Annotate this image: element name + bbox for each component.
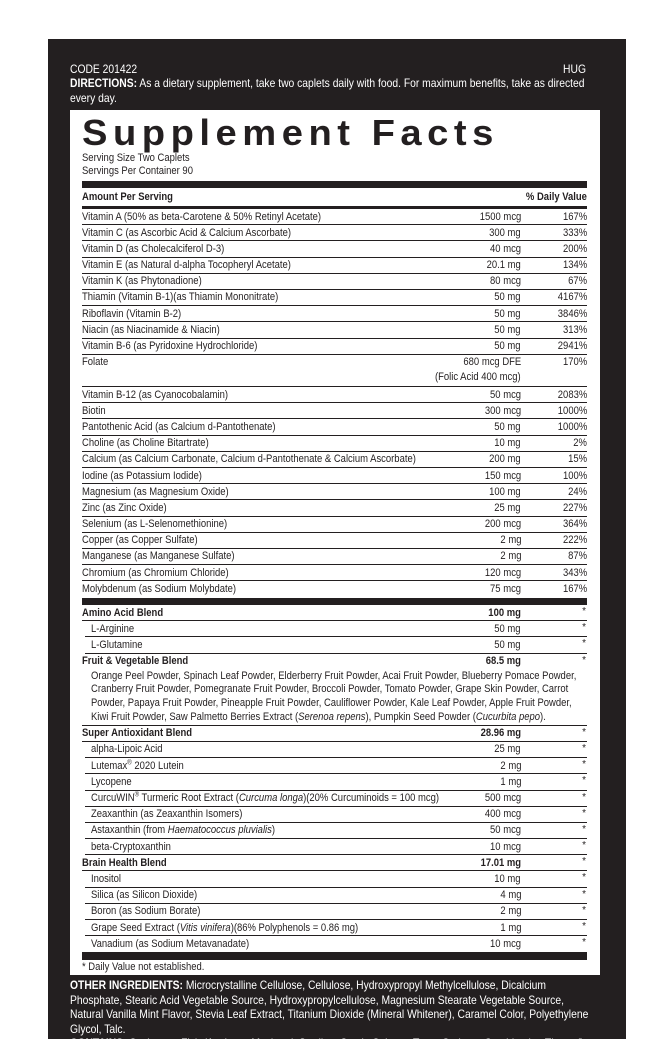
blend-item-name: Zeaxanthin (as Zeaxanthin Isomers) [91, 808, 243, 821]
nutrient-amount: 75 mcg [489, 582, 521, 595]
nutrient-amount: 680 mcg DFE [463, 356, 521, 369]
nutrient-amount: 25 mg [494, 501, 521, 514]
nutrient-name: Vitamin B-6 (as Pyridoxine Hydrochloride) [82, 340, 258, 352]
nutrient-row [82, 517, 587, 533]
nutrient-name: Pantothenic Acid (as Calcium d-Pantothenate) [82, 420, 276, 433]
nutrient-name: Manganese (as Manganese Sulfate) [82, 550, 235, 563]
blend-item-row [85, 823, 587, 839]
servings-per-container: Servings Per Container 90 [82, 165, 193, 177]
blend-item-amount: 2 mg [499, 759, 521, 772]
blend-item-dv: * [582, 840, 586, 852]
blend-dv: * [582, 856, 586, 868]
item-name-text: Grape Seed Extract ( [91, 921, 180, 934]
fruit-vegetable-ingredients [82, 670, 587, 726]
nutrient-amount: 40 mcg [489, 242, 521, 255]
blend-item-row [85, 621, 587, 637]
blend-row-super-antioxidant [82, 726, 587, 742]
nutrient-dv: 3846% [557, 307, 587, 320]
nutrient-dv: 2% [573, 437, 587, 450]
divider-thick [82, 598, 587, 605]
latin-name: Vitis vinifera [179, 921, 231, 934]
nutrient-dv: 333% [562, 226, 587, 239]
directions-text: As a dietary supplement, take two caplets daily with food. For maximum benefits, take as directed every day. [70, 76, 585, 105]
directions [70, 76, 586, 105]
contains-label: CONTAINS: [70, 1036, 127, 1050]
nutrient-row [82, 225, 587, 241]
nutrient-row [82, 403, 587, 419]
blend-item-row [85, 936, 587, 952]
nutrient-name: Iodine (as Potassium Iodide) [82, 469, 202, 482]
nutrient-dv: 100% [562, 469, 587, 482]
nutrient-name: Vitamin C (as Ascorbic Acid & Calcium Ascorbate) [82, 226, 292, 239]
nutrient-name: Copper (as Copper Sulfate) [82, 534, 198, 547]
blend-item-row [85, 904, 587, 920]
nutrient-amount: 2 mg [499, 550, 521, 563]
blend-item-name [91, 921, 358, 936]
nutrient-dv: 343% [562, 566, 587, 579]
blend-item-dv: * [582, 888, 586, 900]
blend-item-dv: * [582, 759, 586, 771]
nutrient-dv: 2941% [557, 340, 587, 352]
blend-item-name: Silica (as Silicon Dioxide) [91, 889, 198, 902]
item-name-text: )(20% Curcuminoids = 100 mcg) [303, 792, 440, 804]
blend-item-row [85, 871, 587, 887]
nutrient-dv: 24% [568, 485, 587, 498]
blend-item-amount: 400 mcg [484, 808, 521, 821]
nutrient-dv: 134% [562, 259, 587, 272]
blend-item-dv: * [582, 937, 586, 949]
nutrient-name: Niacin (as Niacinamide & Niacin) [82, 323, 220, 336]
divider-thick [82, 952, 587, 960]
blend-item-dv: * [582, 775, 586, 787]
blend-item-name: L-Arginine [91, 622, 135, 635]
directions-label: DIRECTIONS: [70, 76, 138, 90]
nutrient-amount: 50 mcg [489, 388, 521, 401]
blend-item-amount: 10 mg [494, 872, 521, 885]
blend-item-amount: 4 mg [499, 889, 521, 902]
blend-item-name: alpha-Lipoic Acid [91, 743, 163, 756]
blend-name: Brain Health Blend [82, 856, 167, 869]
blend-name: Fruit & Vegetable Blend [82, 655, 189, 668]
nutrient-row [82, 387, 587, 403]
nutrient-name: Chromium (as Chromium Chloride) [82, 566, 229, 579]
supplement-facts-panel [70, 110, 600, 975]
blend-item-row [85, 742, 587, 758]
blend-name: Super Antioxidant Blend [82, 727, 193, 740]
blend-item-dv: * [582, 872, 586, 884]
description-text: ). [540, 710, 546, 723]
nutrient-amount: 50 mg [494, 291, 521, 304]
nutrient-row [82, 258, 587, 274]
nutrient-amount: 10 mg [494, 437, 521, 450]
nutrient-amount: 100 mg [489, 485, 521, 498]
blend-dv: * [582, 726, 586, 738]
nutrient-amount: 300 mg [489, 226, 521, 239]
nutrient-row [82, 468, 587, 484]
nutrient-name: Molybdenum (as Sodium Molybdate) [82, 582, 237, 595]
blend-row-amino-acid [82, 605, 587, 621]
nutrient-row [82, 484, 587, 500]
nutrient-amount: 1500 mcg [479, 210, 521, 223]
blend-item-name: Inositol [91, 872, 121, 885]
proprietary-blends [82, 605, 587, 952]
blend-amount: 68.5 mg [485, 655, 521, 668]
nutrient-name: Vitamin B-12 (as Cyanocobalamin) [82, 388, 228, 401]
blend-item-amount: 10 mcg [489, 937, 521, 950]
nutrient-amount: 50 mg [494, 323, 521, 336]
nutrient-name: Vitamin D (as Cholecalciferol D-3) [82, 242, 225, 255]
facts-column-header [82, 190, 587, 205]
blend-item-dv: * [582, 742, 586, 754]
nutrient-name: Thiamin (Vitamin B-1)(as Thiamin Mononitrate) [82, 291, 279, 304]
blend-item-amount: 25 mg [494, 743, 521, 756]
blend-item-amount: 50 mcg [489, 824, 521, 837]
nutrient-name: Calcium (as Calcium Carbonate, Calcium d-Pantothenate & Calcium Ascorbate) [82, 453, 416, 466]
serving-info [82, 152, 340, 178]
item-name-text: Astaxanthin (from [91, 824, 168, 837]
blend-item-row [85, 920, 587, 936]
nutrient-amount-detail: (Folic Acid 400 mcg) [435, 371, 521, 384]
supplement-label [48, 39, 626, 1050]
nutrient-name: Choline (as Choline Bitartrate) [82, 437, 209, 450]
blend-item-row [85, 888, 587, 904]
nutrient-dv: 1000% [557, 420, 587, 433]
daily-value-header: % Daily Value [525, 191, 587, 203]
blend-item-row [85, 807, 587, 823]
blend-item-row [85, 791, 587, 807]
blend-item-name: L-Glutamine [91, 638, 143, 651]
latin-name: Cucurbita pepo [475, 710, 541, 723]
blend-name: Amino Acid Blend [82, 606, 164, 619]
blend-item-amount: 2 mg [499, 905, 521, 918]
item-name-text: Lutemax [91, 759, 128, 772]
description-text: ), Pumpkin Seed Powder ( [365, 710, 476, 723]
registered-mark: ® [127, 758, 132, 766]
nutrient-dv: 200% [562, 242, 587, 255]
nutrient-dv: 313% [562, 323, 587, 336]
nutrient-name: Vitamin A (50% as beta-Carotene & 50% Retinyl Acetate) [82, 210, 322, 223]
nutrient-name: Zinc (as Zinc Oxide) [82, 501, 167, 514]
blend-item-row [85, 637, 587, 653]
blend-item-amount: 10 mcg [489, 840, 521, 853]
nutrient-row [82, 436, 587, 452]
nutrient-dv: 4167% [557, 291, 587, 304]
blend-item-amount: 50 mg [494, 622, 521, 635]
blend-item-row [85, 839, 587, 855]
blend-item-name: Lycopene [91, 775, 132, 788]
nutrient-dv: 87% [568, 550, 587, 563]
nutrient-name: Riboflavin (Vitamin B-2) [82, 307, 182, 320]
other-ingredients-label: OTHER INGREDIENTS: [70, 978, 183, 992]
nutrient-dv: 170% [562, 356, 587, 369]
blend-item-dv: * [582, 622, 586, 634]
blend-item-name [91, 759, 184, 774]
blend-item-name: Boron (as Sodium Borate) [91, 905, 201, 918]
blend-amount: 17.01 mg [480, 856, 521, 869]
nutrient-name: Biotin [82, 404, 106, 417]
blend-item-name [91, 823, 275, 838]
nutrient-row [82, 209, 587, 225]
blend-item-row [85, 758, 587, 774]
blend-item-dv: * [582, 921, 586, 932]
nutrient-name: Folate [82, 356, 109, 369]
nutrient-dv: 364% [562, 518, 587, 531]
nutrient-amount: 80 mcg [489, 275, 521, 288]
blend-dv: * [582, 606, 586, 617]
nutrient-row [82, 322, 587, 338]
blend-item-name [91, 791, 439, 806]
facts-title: Supplement Facts [82, 112, 499, 153]
nutrient-row [82, 339, 587, 355]
blend-item-name: beta-Cryptoxanthin [91, 840, 171, 853]
blend-item-dv: * [582, 638, 586, 650]
blend-amount: 28.96 mg [480, 727, 521, 740]
nutrient-row [82, 500, 587, 516]
blend-item-amount: 500 mcg [484, 792, 521, 804]
latin-name: Curcuma longa [238, 792, 304, 804]
nutrient-name: Selenium (as L-Selenomethionine) [82, 518, 228, 531]
blend-item-amount: 50 mg [494, 638, 521, 651]
blend-item-dv: * [582, 807, 586, 819]
nutrient-dv: 1000% [557, 404, 587, 417]
nutrient-row [82, 241, 587, 257]
nutrient-name: Magnesium (as Magnesium Oxide) [82, 485, 229, 498]
nutrient-amount: 200 mcg [484, 518, 521, 531]
nutrient-name: Vitamin K (as Phytonadione) [82, 275, 202, 288]
blend-item-row [85, 774, 587, 790]
item-name-text: CurcuWIN [91, 792, 135, 804]
nutrient-dv: 167% [562, 210, 587, 223]
nutrient-row [82, 533, 587, 549]
nutrient-row [82, 549, 587, 565]
blend-amount: 100 mg [488, 606, 521, 619]
item-name-text: 2020 Lutein [131, 759, 184, 772]
amount-per-serving-header: Amount Per Serving [82, 191, 173, 203]
other-ingredients-text: Microcrystalline Cellulose, Cellulose, Hydroxypropyl Methylcellulose, Dicalcium Phosphate, Stearic Acid Vegetable Source, Hydroxypropylcellulose, Magnesium Stearate Vegetable Source, Natural Vanilla Mint Flavor, Stevia Leaf Extract, Titanium Dioxide (Mineral Whitener), Caramel Color, Polyethylene Glycol, Talc. [70, 978, 589, 1036]
nutrient-amount: 120 mcg [484, 566, 521, 579]
nutrient-table [82, 209, 587, 598]
item-name-text: )(86% Polyphenols = 0.86 mg) [230, 921, 359, 934]
latin-name: Haematococcus pluvialis [167, 824, 272, 837]
blend-dv: * [582, 654, 586, 666]
nutrient-name: Vitamin E (as Natural d-alpha Tocopheryl Acetate) [82, 259, 291, 272]
nutrient-amount: 50 mg [494, 340, 521, 352]
other-ingredients [70, 978, 595, 1051]
nutrient-amount: 50 mg [494, 420, 521, 433]
product-code-suffix: HUG [563, 62, 586, 76]
nutrient-dv: 222% [562, 534, 587, 547]
label-top-line [70, 62, 586, 76]
nutrient-row [82, 581, 587, 597]
registered-mark: ® [134, 791, 140, 799]
item-name-text: Turmeric Root Extract ( [139, 792, 239, 804]
blend-item-dv: * [582, 823, 586, 835]
nutrient-amount: 200 mg [489, 453, 521, 466]
description-text: Orange Peel Powder, Spinach Leaf Powder, Elderberry Fruit Powder, Acai Fruit Powder, Blueberry Pomace Powder, Cranberry Fruit Powder, Pomegranate Fruit Powder, Broccoli Powder, Tomato Powder, Grape Skin Powder, Carrot Powder, Papaya Fruit Powder, Pineapple Fruit Powder, Cauliflower Powder, Kale Leaf Powder, Apple Fruit Powder, Kiwi Fruit Powder, Saw Palmetto Berries Extract ( [91, 669, 577, 723]
product-code: CODE 201422 [70, 62, 138, 76]
nutrient-row-folate [82, 355, 587, 387]
nutrient-dv: 167% [562, 582, 587, 595]
nutrient-amount: 2 mg [499, 534, 521, 547]
item-name-text: ) [271, 824, 276, 837]
blend-row-fruit-vegetable [82, 654, 587, 670]
nutrient-amount: 150 mcg [484, 469, 521, 482]
nutrient-amount: 300 mcg [484, 404, 521, 417]
blend-item-amount: 1 mg [499, 775, 521, 788]
blend-row-brain-health [82, 855, 587, 871]
nutrient-amount: 20.1 mg [486, 259, 521, 272]
nutrient-row [82, 565, 587, 581]
serving-size: Serving Size Two Caplets [82, 152, 190, 164]
nutrient-row [82, 419, 587, 435]
nutrient-row [82, 452, 587, 468]
blend-item-dv: * [582, 791, 586, 803]
nutrient-row [82, 306, 587, 322]
nutrient-row [82, 290, 587, 306]
blend-item-amount: 1 mg [499, 921, 521, 934]
blend-item-dv: * [582, 904, 586, 916]
nutrient-amount: 50 mg [494, 307, 521, 320]
nutrient-dv: 15% [568, 453, 587, 466]
daily-value-footnote: * Daily Value not established. [82, 961, 205, 973]
latin-name: Serenoa repens [298, 710, 366, 723]
divider-thick [82, 181, 587, 188]
nutrient-dv: 67% [568, 275, 587, 288]
contains-text: Soybeans, Fish (Anchovy, Mackerel, Sardine, Smelt, Salmon, Tuna, Cod or a Combination Thereof) [126, 1036, 584, 1050]
nutrient-row [82, 274, 587, 290]
blend-item-name: Vanadium (as Sodium Metavanadate) [91, 937, 250, 950]
nutrient-dv: 2083% [557, 388, 587, 401]
fruit-vegetable-description [91, 670, 590, 725]
nutrient-dv: 227% [562, 501, 587, 514]
